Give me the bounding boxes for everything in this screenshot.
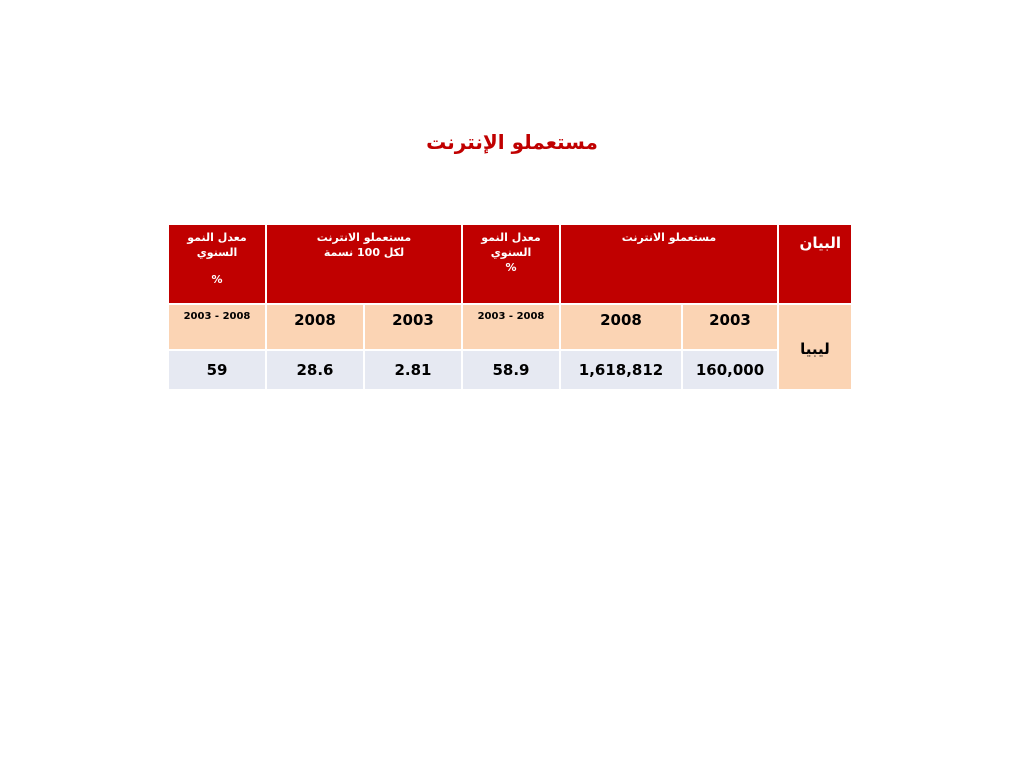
header-growth-rate-2-line1: معدل النمو bbox=[187, 231, 247, 244]
header-users-per-100-line2: لكل 100 نسمة bbox=[323, 245, 405, 259]
subheader-year-2003: 2003 bbox=[682, 304, 778, 350]
cell-growth-2: 59 bbox=[168, 350, 266, 390]
header-label: البيان bbox=[778, 224, 852, 304]
subheader-year-2008-b: 2008 bbox=[266, 304, 364, 350]
subheader-range-1: 2008 - 2003 bbox=[462, 304, 560, 350]
header-growth-rate-2-line2: السنوي bbox=[196, 245, 238, 259]
table-subheader-row bbox=[168, 304, 852, 350]
cell-per100-2003: 2.81 bbox=[364, 350, 462, 390]
subheader-year-2008: 2008 bbox=[560, 304, 682, 350]
subheader-year-2003-b: 2003 bbox=[364, 304, 462, 350]
header-users-per-100-line1: مستعملو الانترنت bbox=[316, 231, 412, 244]
header-growth-rate-1-line2: السنوي bbox=[490, 245, 532, 259]
header-users-per-100 bbox=[266, 224, 462, 304]
slide-title: مستعملو الإنترنت bbox=[426, 130, 598, 154]
table-header-row bbox=[168, 224, 852, 304]
header-growth-rate-2 bbox=[168, 224, 266, 304]
cell-users-2003: 160,000 bbox=[682, 350, 778, 390]
row-country: ليبيا bbox=[778, 304, 852, 390]
internet-users-table bbox=[167, 223, 853, 391]
subheader-range-2: 2008 - 2003 bbox=[168, 304, 266, 350]
header-growth-rate-1 bbox=[462, 224, 560, 304]
header-growth-rate-1-line1: معدل النمو bbox=[481, 231, 541, 244]
cell-growth-1: 58.9 bbox=[462, 350, 560, 390]
header-internet-users: مستعملو الانترنت bbox=[560, 224, 778, 304]
table-row bbox=[168, 350, 852, 390]
header-growth-rate-1-line3: % bbox=[505, 260, 517, 274]
cell-users-2008: 1,618,812 bbox=[560, 350, 682, 390]
header-growth-rate-2-line3: % bbox=[211, 272, 223, 286]
cell-per100-2008: 28.6 bbox=[266, 350, 364, 390]
